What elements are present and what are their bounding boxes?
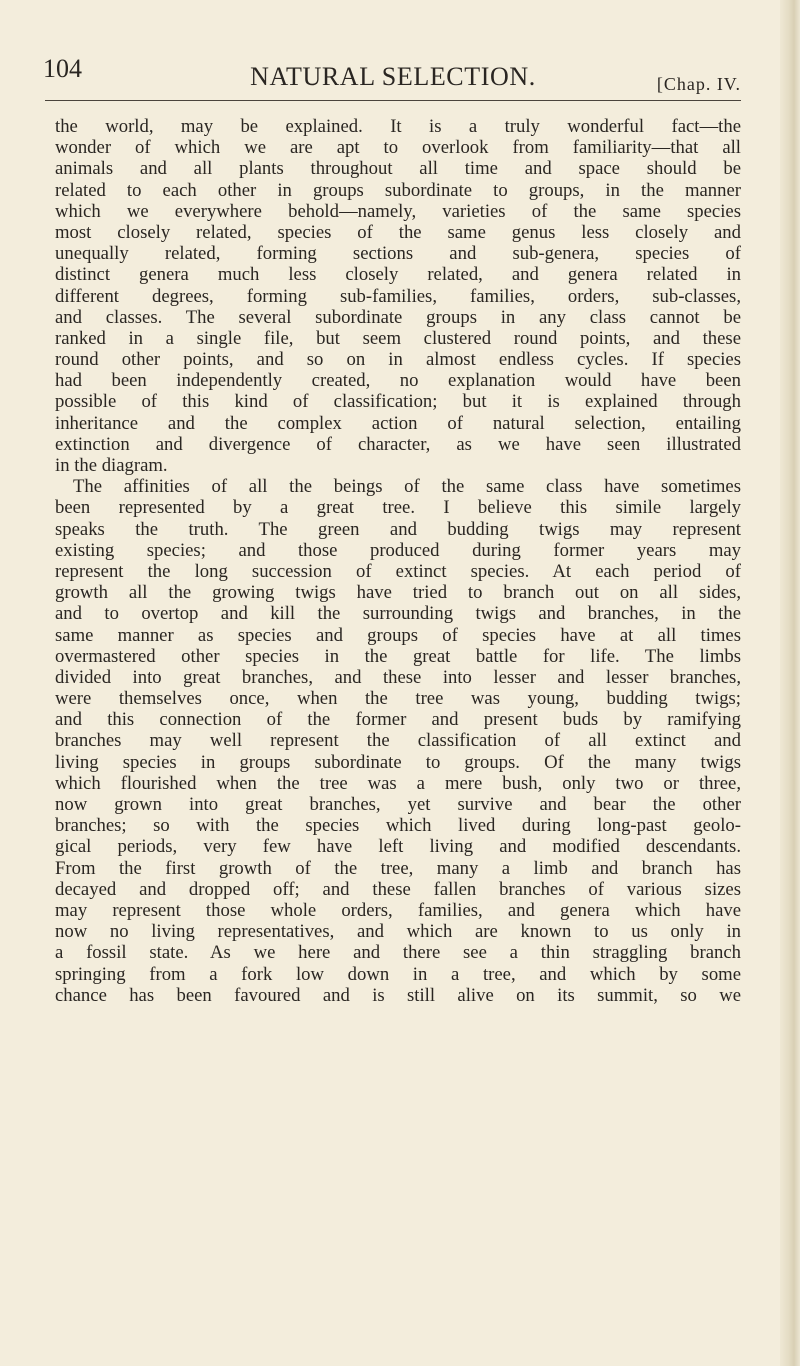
- text-line: had been independently created, no explanation would have been: [55, 370, 741, 392]
- text-line: The affinities of all the beings of the same class have sometimes: [73, 476, 741, 498]
- text-line: branches; so with the species which lived during long-past geolo-: [55, 815, 741, 837]
- text-line: ranked in a single file, but seem clustered round points, and these: [55, 327, 741, 349]
- text-line: the world, may be explained. It is a truly wonderful fact—the: [55, 116, 741, 137]
- page-header: [45, 50, 741, 101]
- text-line: possible of this kind of classification; but it is explained through: [55, 391, 741, 413]
- text-line: living species in groups subordinate to groups. Of the many twigs: [55, 751, 741, 773]
- text-line: in the diagram.: [55, 455, 168, 476]
- running-head: NATURAL SELECTION.: [250, 62, 536, 91]
- text-line: speaks the truth. The green and budding twigs may represent: [55, 518, 741, 540]
- text-line: springing from a fork low down in a tree, and which by some: [55, 963, 741, 985]
- body-text: [55, 116, 741, 1006]
- text-line: round other points, and so on in almost endless cycles. If species: [55, 349, 741, 371]
- text-line: chance has been favoured and is still alive on its summit, so we: [55, 984, 741, 1006]
- text-line: distinct genera much less closely related, and genera related in: [55, 264, 741, 286]
- text-line: branches may well represent the classification of all extinct and: [55, 730, 741, 752]
- text-line: gical periods, very few have left living and modified descendants.: [55, 836, 741, 858]
- page-edge: [780, 0, 800, 1366]
- text-line: existing species; and those produced during former years may: [55, 539, 741, 561]
- text-line: inheritance and the complex action of natural selection, entailing: [55, 412, 741, 434]
- text-line: now grown into great branches, yet survive and bear the other: [55, 794, 741, 815]
- text-line: divided into great branches, and these into lesser and lesser branches,: [55, 666, 741, 688]
- text-line: different degrees, forming sub-families, families, orders, sub-classes,: [55, 285, 741, 307]
- text-line: wonder of which we are apt to overlook from familiarity—that all: [55, 137, 741, 159]
- text-line: represent the long succession of extinct species. At each period of: [55, 560, 741, 582]
- text-line: overmastered other species in the great battle for life. The limbs: [55, 645, 741, 667]
- text-line: may represent those whole orders, families, and genera which have: [55, 899, 741, 921]
- text-line: extinction and divergence of character, as we have seen illustrated: [55, 433, 741, 455]
- text-line: related to each other in groups subordinate to groups, in the manner: [55, 179, 741, 201]
- text-line: which flourished when the tree was a mere bush, only two or three,: [55, 772, 741, 794]
- text-line: and classes. The several subordinate groups in any class cannot be: [55, 306, 741, 328]
- text-line: and to overtop and kill the surrounding twigs and branches, in the: [55, 603, 741, 625]
- text-line: animals and all plants throughout all time and space should be: [55, 158, 741, 180]
- text-line: a fossil state. As we here and there see a thin straggling branch: [55, 942, 741, 964]
- text-line: same manner as species and groups of species have at all times: [55, 624, 741, 646]
- text-line: been represented by a great tree. I believe this simile largely: [55, 497, 741, 519]
- chapter-reference: [Chap. IV.: [656, 74, 741, 94]
- text-line: decayed and dropped off; and these fallen branches of various sizes: [55, 878, 741, 900]
- text-line: unequally related, forming sections and sub-genera, species of: [55, 243, 741, 265]
- text-line: most closely related, species of the same genus less closely and: [55, 221, 741, 243]
- page-number: 104: [43, 54, 82, 83]
- text-line: and this connection of the former and present buds by ramifying: [55, 709, 741, 731]
- text-line: which we everywhere behold—namely, varieties of the same species: [55, 200, 741, 222]
- text-line: now no living representatives, and which are known to us only in: [55, 921, 741, 943]
- text-line: growth all the growing twigs have tried to branch out on all sides,: [55, 582, 741, 604]
- text-line: were themselves once, when the tree was young, budding twigs;: [55, 688, 741, 710]
- text-line: From the first growth of the tree, many a limb and branch has: [55, 857, 741, 879]
